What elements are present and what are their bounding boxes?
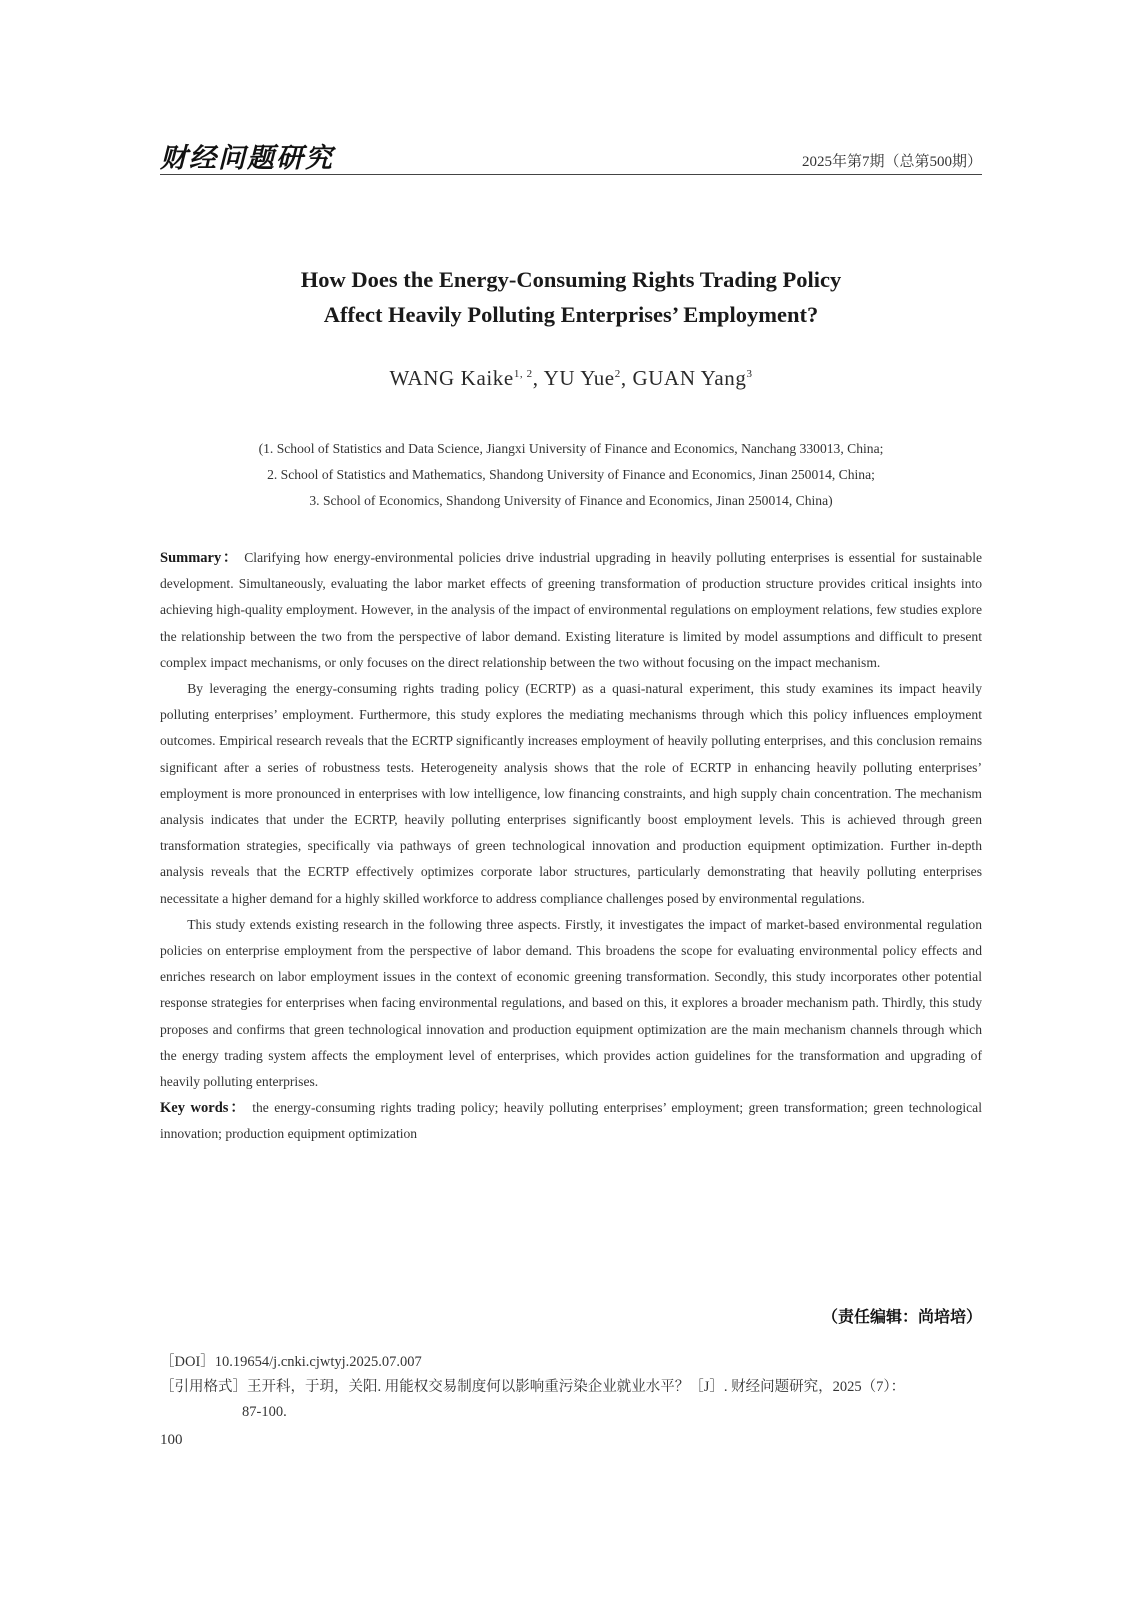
affiliations xyxy=(160,436,982,514)
author-name: WANG Kaike xyxy=(389,366,514,390)
affiliation-1: (1. School of Statistics and Data Science, Jiangxi University of Finance and Economics, Nanchang 330013, China; xyxy=(258,441,884,456)
citation-info xyxy=(160,1350,982,1425)
affiliation-3: 3. School of Economics, Shandong University of Finance and Economics, Jinan 250014, China) xyxy=(309,493,833,508)
keywords-text: the energy-consuming rights trading policy; heavily polluting enterprises’ employment; green transformation; green technological innovation; production equipment optimization xyxy=(160,1100,982,1142)
title-line-1: How Does the Energy-Consuming Rights Trading Policy xyxy=(300,267,842,292)
summary-paragraph-3: This study extends existing research in the following three aspects. Firstly, it investigates the impact of market-based environmental regulation policies on enterprise employment from the perspective of labor demand. This broadens the scope for evaluating environmental policy effects and enriches research on labor employment issues in the context of economic greening transformation. Secondly, this study incorporates other potential response strategies for enterprises when facing environmental regulations, and based on this, it explores a broader mechanism path. Thirdly, this study proposes and confirms that green technological innovation and production equipment optimization are the main mechanism channels through which the energy trading system affects the employment level of enterprises, which provides action guidelines for the transformation and upgrading of heavily polluting enterprises. xyxy=(160,916,982,1090)
author-affil-mark: 3 xyxy=(746,368,753,380)
author-list xyxy=(160,366,982,391)
author-separator: , xyxy=(532,366,544,390)
doi: ［DOI］10.19654/j.cnki.cjwtyj.2025.07.007 xyxy=(160,1354,422,1370)
citation-pages: 87-100. xyxy=(242,1404,287,1420)
page-number: 100 xyxy=(160,1432,183,1448)
author-name: GUAN Yang xyxy=(632,366,747,390)
author-name: YU Yue xyxy=(543,366,615,390)
paper-title xyxy=(160,262,982,332)
journal-logo: 财经问题研究 xyxy=(160,143,334,174)
summary-paragraph-2: By leveraging the energy-consuming rights trading policy (ECRTP) as a quasi-natural experiment, this study examines its impact heavily polluting enterprises’ employment. Furthermore, this study explores the mediating mechanisms through which this policy influences employment outcomes. Empirical research reveals that the ECRTP significantly increases employment of heavily polluting enterprises, and this conclusion remains significant after a series of robustness tests. Heterogeneity analysis shows that the role of ECRTP in enhancing heavily polluting enterprises’ employment is more pronounced in enterprises with low intelligence, low financing constraints, and high supply chain concentration. The mechanism analysis indicates that under the ECRTP, heavily polluting enterprises significantly boost employment levels. This is achieved through green transformation strategies, specifically via pathways of green technological innovation and production equipment optimization. Further in-depth analysis reveals that the ECRTP effectively optimizes corporate labor structures, particularly demonstrating that heavily polluting enterprises necessitate a higher demand for a highly skilled workforce to address compliance challenges posed by environmental regulations. xyxy=(160,681,982,906)
responsible-editor: （责任编辑：尚培培） xyxy=(821,1307,982,1326)
citation-format: ［引用格式］王开科，于玥，关阳. 用能权交易制度何以影响重污染企业就业水平？［J］. 财经问题研究，2025（7）： xyxy=(160,1379,906,1395)
author-affil-mark: 1, 2 xyxy=(513,368,533,380)
affiliation-2: 2. School of Statistics and Mathematics, Shandong University of Finance and Economics, Jinan 250014, China; xyxy=(267,467,875,482)
author-affil-mark: 2 xyxy=(614,368,621,380)
keywords xyxy=(160,1095,982,1147)
summary-label: Summary： xyxy=(160,550,240,566)
issue-info: 2025年第7期（总第500期） xyxy=(801,154,982,170)
abstract xyxy=(160,545,982,1148)
keywords-label: Key words： xyxy=(160,1100,247,1117)
title-line-2: Affect Heavily Polluting Enterprises’ Employment? xyxy=(323,302,819,327)
page-header xyxy=(160,136,982,175)
summary-paragraph-1 xyxy=(160,545,982,676)
summary-text-1: Clarifying how energy-environmental policies drive industrial upgrading in heavily polluting enterprises is essential for sustainable development. Simultaneously, evaluating the labor market effects of greening transformation of production structure provides critical insights into achieving high-quality employment. However, in the analysis of the impact of environmental regulations on employment relations, few studies explore the relationship between the two from the perspective of labor demand. Existing literature is limited by model assumptions and difficult to present complex impact mechanisms, or only focuses on the direct relationship between the two without focusing on the impact mechanism. xyxy=(160,550,982,670)
author-separator: , xyxy=(620,366,633,390)
